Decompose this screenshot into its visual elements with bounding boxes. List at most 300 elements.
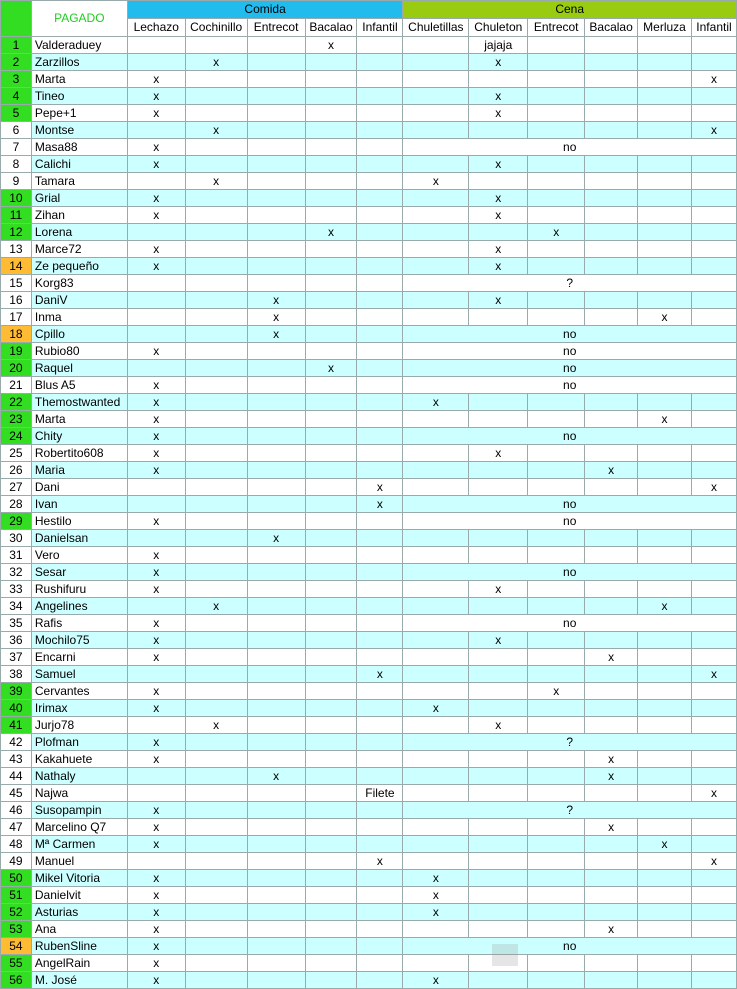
comida-cell bbox=[247, 54, 305, 71]
comida-cell bbox=[357, 173, 403, 190]
cena-cell bbox=[638, 122, 692, 139]
comida-cell bbox=[185, 972, 247, 989]
comida-cell: x bbox=[247, 768, 305, 785]
comida-cell bbox=[185, 921, 247, 938]
comida-cell bbox=[185, 207, 247, 224]
guest-name: Ze pequeño bbox=[31, 258, 127, 275]
comida-cell: x bbox=[127, 802, 185, 819]
comida-cell bbox=[247, 445, 305, 462]
comida-cell bbox=[247, 666, 305, 683]
comida-cell bbox=[357, 241, 403, 258]
row-number: 3 bbox=[1, 71, 32, 88]
comida-cell bbox=[127, 768, 185, 785]
comida-cell: x bbox=[127, 411, 185, 428]
cena-cell bbox=[585, 632, 638, 649]
comida-cell bbox=[357, 224, 403, 241]
cena-cell bbox=[691, 224, 736, 241]
comida-cell bbox=[185, 615, 247, 632]
cena-merged-cell: no bbox=[403, 139, 737, 156]
cena-cell bbox=[528, 156, 585, 173]
cena-cell: x bbox=[469, 258, 528, 275]
comida-cell bbox=[127, 122, 185, 139]
comida-cell bbox=[357, 887, 403, 904]
guest-name: Manuel bbox=[31, 853, 127, 870]
cena-cell bbox=[691, 445, 736, 462]
row-number: 14 bbox=[1, 258, 32, 275]
guest-name: Tineo bbox=[31, 88, 127, 105]
comida-cell bbox=[247, 598, 305, 615]
cena-cell bbox=[403, 836, 469, 853]
cena-cell bbox=[528, 836, 585, 853]
cena-cell bbox=[585, 190, 638, 207]
cena-cell bbox=[638, 156, 692, 173]
comida-cell bbox=[305, 938, 357, 955]
comida-cell: x bbox=[127, 836, 185, 853]
table-row bbox=[1, 105, 737, 122]
cena-cell bbox=[528, 972, 585, 989]
cena-cell bbox=[403, 88, 469, 105]
cena-cell bbox=[691, 751, 736, 768]
cena-cell bbox=[691, 649, 736, 666]
cena-cell bbox=[528, 88, 585, 105]
cena-cell: x bbox=[469, 581, 528, 598]
comida-cell bbox=[305, 887, 357, 904]
comida-cell bbox=[185, 751, 247, 768]
table-row bbox=[1, 156, 737, 173]
table-row bbox=[1, 139, 737, 156]
cena-cell: x bbox=[469, 241, 528, 258]
cena-cell bbox=[528, 122, 585, 139]
cena-cell bbox=[469, 819, 528, 836]
cena-cell bbox=[528, 649, 585, 666]
cena-merged-cell: ? bbox=[403, 275, 737, 292]
guest-name: RubenSline bbox=[31, 938, 127, 955]
cena-cell bbox=[469, 836, 528, 853]
comida-cell bbox=[357, 734, 403, 751]
cena-cell bbox=[691, 411, 736, 428]
comida-cell bbox=[247, 649, 305, 666]
comida-cell bbox=[305, 564, 357, 581]
guest-name: Sesar bbox=[31, 564, 127, 581]
cena-cell bbox=[528, 394, 585, 411]
comida-cell: x bbox=[127, 632, 185, 649]
comida-cell bbox=[305, 54, 357, 71]
comida-cell bbox=[247, 139, 305, 156]
comida-cell bbox=[357, 615, 403, 632]
row-number: 13 bbox=[1, 241, 32, 258]
row-number: 36 bbox=[1, 632, 32, 649]
comida-cell bbox=[305, 462, 357, 479]
cena-cell bbox=[469, 904, 528, 921]
guest-name: Robertito608 bbox=[31, 445, 127, 462]
comida-cell: x bbox=[185, 598, 247, 615]
comida-cell bbox=[185, 156, 247, 173]
table-row bbox=[1, 224, 737, 241]
comida-cell bbox=[185, 496, 247, 513]
comida-cell bbox=[247, 122, 305, 139]
comida-cell bbox=[185, 513, 247, 530]
cena-cell bbox=[585, 224, 638, 241]
cena-cell bbox=[691, 394, 736, 411]
comida-cell: x bbox=[127, 581, 185, 598]
comida-cell bbox=[247, 173, 305, 190]
cena-cell bbox=[528, 887, 585, 904]
row-number: 29 bbox=[1, 513, 32, 530]
comida-col-header: Cochinillo bbox=[185, 19, 247, 37]
table-row bbox=[1, 666, 737, 683]
cena-cell bbox=[638, 445, 692, 462]
comida-cell bbox=[357, 428, 403, 445]
table-row bbox=[1, 785, 737, 802]
comida-cell bbox=[305, 292, 357, 309]
comida-cell bbox=[357, 258, 403, 275]
cena-header: Cena bbox=[403, 1, 737, 19]
cena-cell bbox=[403, 751, 469, 768]
table-row bbox=[1, 292, 737, 309]
cena-cell bbox=[528, 666, 585, 683]
cena-cell bbox=[403, 955, 469, 972]
comida-cell bbox=[247, 819, 305, 836]
table-row bbox=[1, 326, 737, 343]
comida-cell bbox=[185, 887, 247, 904]
cena-cell bbox=[403, 547, 469, 564]
comida-cell bbox=[247, 360, 305, 377]
cena-cell bbox=[403, 598, 469, 615]
cena-cell: x bbox=[469, 445, 528, 462]
cena-cell bbox=[691, 768, 736, 785]
cena-cell bbox=[403, 37, 469, 54]
comida-cell bbox=[357, 394, 403, 411]
comida-cell bbox=[357, 462, 403, 479]
comida-cell: x bbox=[127, 462, 185, 479]
row-number: 23 bbox=[1, 411, 32, 428]
row-number: 42 bbox=[1, 734, 32, 751]
cena-cell bbox=[403, 445, 469, 462]
cena-cell: x bbox=[638, 411, 692, 428]
table-row bbox=[1, 938, 737, 955]
comida-cell bbox=[247, 683, 305, 700]
cena-cell bbox=[585, 530, 638, 547]
cena-cell bbox=[528, 751, 585, 768]
row-number: 21 bbox=[1, 377, 32, 394]
cena-cell bbox=[638, 530, 692, 547]
comida-cell bbox=[247, 428, 305, 445]
cena-cell bbox=[585, 904, 638, 921]
row-number: 31 bbox=[1, 547, 32, 564]
cena-col-header: Merluza bbox=[638, 19, 692, 37]
comida-cell bbox=[357, 343, 403, 360]
cena-merged-cell: no bbox=[403, 496, 737, 513]
comida-cell bbox=[247, 462, 305, 479]
comida-cell bbox=[185, 734, 247, 751]
cena-cell bbox=[469, 71, 528, 88]
cena-cell bbox=[528, 479, 585, 496]
cena-cell bbox=[585, 955, 638, 972]
table-row bbox=[1, 751, 737, 768]
cena-cell: x bbox=[403, 870, 469, 887]
comida-cell bbox=[247, 564, 305, 581]
cena-cell bbox=[638, 71, 692, 88]
cena-cell bbox=[585, 785, 638, 802]
comida-cell bbox=[357, 836, 403, 853]
comida-cell bbox=[357, 938, 403, 955]
cena-col-header: Bacalao bbox=[585, 19, 638, 37]
cena-cell bbox=[638, 649, 692, 666]
cena-cell: x bbox=[469, 717, 528, 734]
guest-name: Encarni bbox=[31, 649, 127, 666]
comida-cell bbox=[357, 71, 403, 88]
comida-cell bbox=[247, 836, 305, 853]
comida-cell bbox=[357, 700, 403, 717]
comida-cell bbox=[247, 343, 305, 360]
comida-cell: x bbox=[127, 564, 185, 581]
table-row bbox=[1, 54, 737, 71]
cena-cell bbox=[469, 530, 528, 547]
comida-cell bbox=[185, 564, 247, 581]
table-row bbox=[1, 768, 737, 785]
cena-cell bbox=[585, 700, 638, 717]
comida-cell bbox=[305, 513, 357, 530]
cena-cell bbox=[691, 700, 736, 717]
comida-cell bbox=[185, 547, 247, 564]
comida-cell bbox=[185, 139, 247, 156]
row-number: 10 bbox=[1, 190, 32, 207]
table-row bbox=[1, 394, 737, 411]
cena-cell bbox=[469, 751, 528, 768]
cena-cell bbox=[691, 258, 736, 275]
cena-cell bbox=[528, 71, 585, 88]
cena-cell bbox=[403, 581, 469, 598]
row-number: 52 bbox=[1, 904, 32, 921]
comida-cell bbox=[247, 581, 305, 598]
comida-cell: x bbox=[127, 241, 185, 258]
cena-cell bbox=[469, 122, 528, 139]
comida-cell bbox=[305, 802, 357, 819]
comida-cell bbox=[185, 190, 247, 207]
cena-cell bbox=[638, 955, 692, 972]
comida-cell: x bbox=[127, 955, 185, 972]
cena-cell bbox=[528, 904, 585, 921]
cena-cell bbox=[638, 972, 692, 989]
comida-cell: x bbox=[127, 71, 185, 88]
guest-name: Lorena bbox=[31, 224, 127, 241]
row-number: 46 bbox=[1, 802, 32, 819]
cena-cell bbox=[691, 309, 736, 326]
cena-col-header: Chuletillas bbox=[403, 19, 469, 37]
cena-cell bbox=[691, 581, 736, 598]
comida-cell: x bbox=[127, 88, 185, 105]
cena-cell bbox=[469, 598, 528, 615]
table-row bbox=[1, 870, 737, 887]
row-number: 16 bbox=[1, 292, 32, 309]
comida-cell bbox=[247, 734, 305, 751]
comida-cell bbox=[185, 343, 247, 360]
comida-cell: x bbox=[247, 309, 305, 326]
comida-cell bbox=[185, 853, 247, 870]
comida-cell bbox=[185, 360, 247, 377]
row-number: 35 bbox=[1, 615, 32, 632]
guest-name: Pepe+1 bbox=[31, 105, 127, 122]
guest-name: Danielvit bbox=[31, 887, 127, 904]
cena-cell bbox=[638, 241, 692, 258]
comida-cell bbox=[357, 819, 403, 836]
comida-cell bbox=[185, 479, 247, 496]
cena-cell: x bbox=[528, 224, 585, 241]
comida-cell: x bbox=[127, 445, 185, 462]
table-row bbox=[1, 972, 737, 989]
guest-name: Kakahuete bbox=[31, 751, 127, 768]
comida-cell: x bbox=[357, 496, 403, 513]
cena-cell bbox=[528, 173, 585, 190]
row-number: 28 bbox=[1, 496, 32, 513]
comida-cell bbox=[357, 105, 403, 122]
comida-cell bbox=[305, 751, 357, 768]
comida-cell bbox=[357, 156, 403, 173]
row-number: 53 bbox=[1, 921, 32, 938]
comida-cell bbox=[247, 870, 305, 887]
guest-name: Rafis bbox=[31, 615, 127, 632]
comida-cell: x bbox=[127, 819, 185, 836]
table-row bbox=[1, 258, 737, 275]
cena-cell bbox=[528, 207, 585, 224]
cena-cell bbox=[469, 411, 528, 428]
comida-cell: x bbox=[127, 921, 185, 938]
table-row bbox=[1, 717, 737, 734]
comida-cell bbox=[357, 564, 403, 581]
comida-cell: x bbox=[127, 904, 185, 921]
comida-cell bbox=[305, 649, 357, 666]
table-row bbox=[1, 836, 737, 853]
comida-cell bbox=[357, 768, 403, 785]
cena-cell bbox=[638, 853, 692, 870]
cena-cell bbox=[585, 853, 638, 870]
comida-cell bbox=[357, 139, 403, 156]
cena-cell bbox=[638, 751, 692, 768]
comida-cell: x bbox=[305, 224, 357, 241]
cena-cell bbox=[528, 54, 585, 71]
cena-cell bbox=[528, 105, 585, 122]
comida-cell: x bbox=[127, 156, 185, 173]
guest-name: Chity bbox=[31, 428, 127, 445]
comida-cell: x bbox=[357, 853, 403, 870]
cena-cell bbox=[585, 598, 638, 615]
cena-cell bbox=[638, 666, 692, 683]
comida-cell: x bbox=[185, 54, 247, 71]
row-number: 43 bbox=[1, 751, 32, 768]
comida-cell bbox=[305, 819, 357, 836]
cena-cell bbox=[638, 258, 692, 275]
guest-name: Grial bbox=[31, 190, 127, 207]
comida-cell bbox=[357, 122, 403, 139]
row-number: 20 bbox=[1, 360, 32, 377]
row-number: 8 bbox=[1, 156, 32, 173]
cena-cell: x bbox=[469, 292, 528, 309]
cena-cell bbox=[403, 224, 469, 241]
guest-name: Marta bbox=[31, 411, 127, 428]
comida-cell bbox=[357, 802, 403, 819]
comida-cell: x bbox=[127, 377, 185, 394]
table-row bbox=[1, 632, 737, 649]
comida-cell bbox=[305, 190, 357, 207]
cena-cell bbox=[403, 921, 469, 938]
cena-cell bbox=[585, 445, 638, 462]
comida-cell bbox=[305, 717, 357, 734]
comida-cell bbox=[247, 275, 305, 292]
table-row bbox=[1, 479, 737, 496]
comida-cell: Filete bbox=[357, 785, 403, 802]
comida-cell: x bbox=[305, 360, 357, 377]
cena-cell bbox=[469, 683, 528, 700]
comida-cell bbox=[305, 615, 357, 632]
cena-cell bbox=[585, 173, 638, 190]
cena-cell bbox=[528, 292, 585, 309]
cena-cell bbox=[691, 241, 736, 258]
row-number: 5 bbox=[1, 105, 32, 122]
table-row bbox=[1, 904, 737, 921]
comida-cell bbox=[127, 785, 185, 802]
guest-name: Ana bbox=[31, 921, 127, 938]
cena-cell bbox=[403, 819, 469, 836]
comida-cell bbox=[127, 666, 185, 683]
cena-cell: x bbox=[638, 598, 692, 615]
row-number: 47 bbox=[1, 819, 32, 836]
comida-cell bbox=[185, 904, 247, 921]
table-row bbox=[1, 530, 737, 547]
cena-col-header: Infantil bbox=[691, 19, 736, 37]
comida-cell bbox=[185, 632, 247, 649]
table-row bbox=[1, 581, 737, 598]
comida-cell bbox=[185, 71, 247, 88]
table-row bbox=[1, 462, 737, 479]
comida-cell bbox=[185, 224, 247, 241]
comida-cell bbox=[247, 802, 305, 819]
cena-cell bbox=[469, 224, 528, 241]
comida-cell bbox=[127, 598, 185, 615]
cena-cell bbox=[585, 37, 638, 54]
cena-cell bbox=[585, 309, 638, 326]
cena-cell bbox=[528, 785, 585, 802]
row-number: 51 bbox=[1, 887, 32, 904]
comida-cell bbox=[247, 615, 305, 632]
pagado-corner bbox=[1, 1, 32, 37]
comida-cell bbox=[357, 904, 403, 921]
cena-cell bbox=[691, 972, 736, 989]
cena-cell bbox=[585, 292, 638, 309]
comida-cell: x bbox=[185, 122, 247, 139]
cena-cell bbox=[403, 207, 469, 224]
comida-cell bbox=[305, 836, 357, 853]
comida-cell bbox=[185, 819, 247, 836]
comida-cell: x bbox=[127, 615, 185, 632]
cena-cell bbox=[638, 870, 692, 887]
guest-name: Rubio80 bbox=[31, 343, 127, 360]
cena-cell bbox=[585, 394, 638, 411]
table-row bbox=[1, 700, 737, 717]
cena-cell bbox=[638, 207, 692, 224]
comida-cell bbox=[357, 190, 403, 207]
guest-name: Mikel Vitoria bbox=[31, 870, 127, 887]
comida-cell: x bbox=[185, 173, 247, 190]
cena-cell bbox=[528, 258, 585, 275]
row-number: 41 bbox=[1, 717, 32, 734]
cena-cell bbox=[528, 870, 585, 887]
comida-cell bbox=[185, 785, 247, 802]
row-number: 7 bbox=[1, 139, 32, 156]
cena-merged-cell: no bbox=[403, 428, 737, 445]
cena-cell bbox=[403, 853, 469, 870]
guest-name: Marta bbox=[31, 71, 127, 88]
comida-cell bbox=[127, 37, 185, 54]
